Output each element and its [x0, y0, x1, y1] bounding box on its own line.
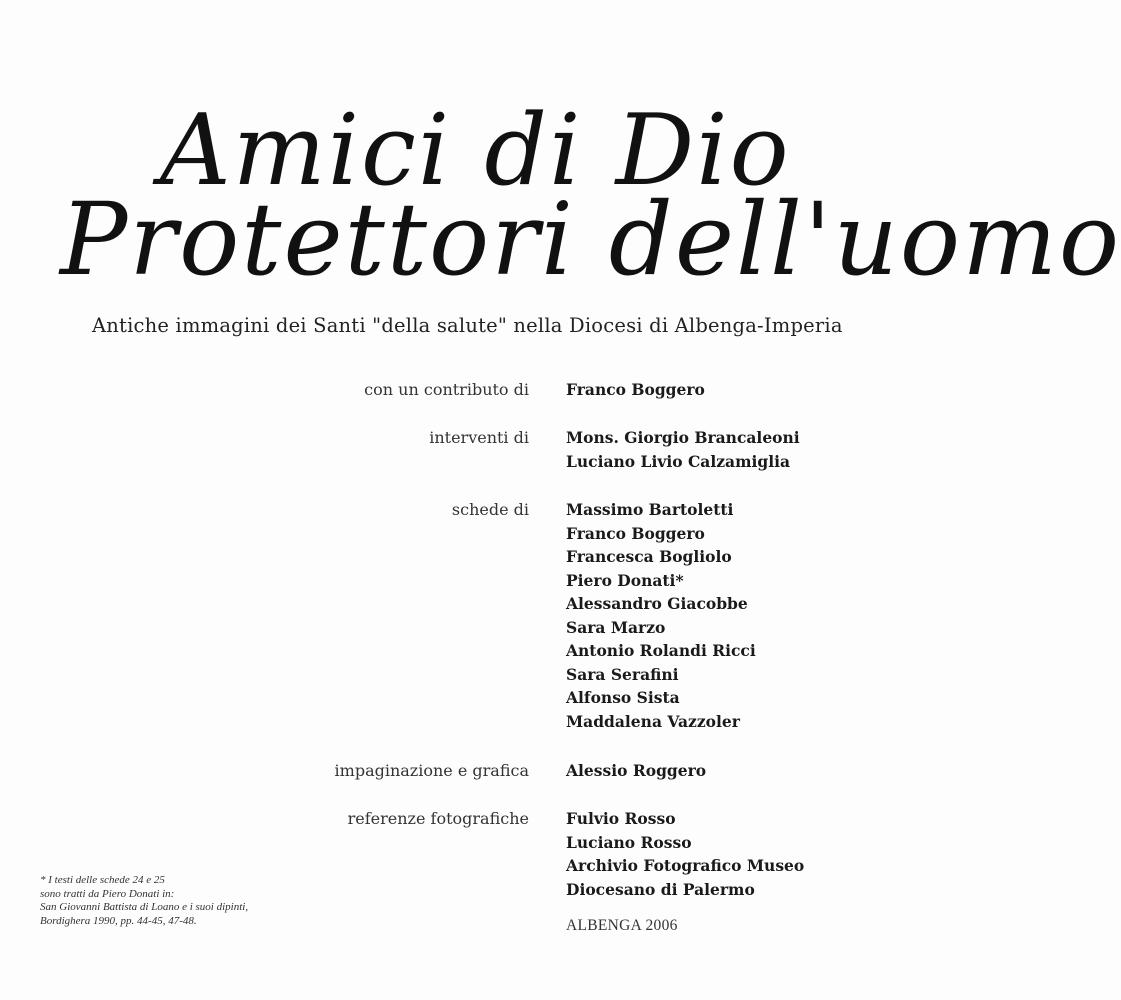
- credit-label: impaginazione e grafica: [334, 761, 529, 780]
- footnote-line: Bordighera 1990, pp. 44-45, 47-48.: [40, 914, 197, 927]
- credit-name: Sara Marzo: [566, 617, 666, 637]
- credit-names-list: [566, 378, 705, 402]
- title-line-1: Amici di Dio: [160, 94, 791, 208]
- credit-name: Sara Serafini: [566, 664, 679, 684]
- credit-name: Alessio Roggero: [566, 761, 707, 780]
- credit-name: Piero Donati*: [566, 570, 684, 590]
- credit-name: Fulvio Rosso: [566, 809, 676, 828]
- credit-name: Luciano Rosso: [566, 832, 692, 852]
- credit-label: con un contributo di: [364, 380, 529, 399]
- credit-name: Diocesano di Palermo: [566, 879, 755, 899]
- credit-name: Franco Boggero: [566, 380, 705, 399]
- footnote-line: sono tratti da Piero Donati in:: [40, 887, 175, 900]
- credit-name: Archivio Fotografico Museo: [566, 856, 805, 875]
- credit-name: Francesca Bogliolo: [566, 547, 732, 566]
- credit-names-list: [566, 426, 800, 473]
- credit-label: schede di: [451, 500, 529, 519]
- credit-names-list: [566, 807, 804, 901]
- footnote: [40, 874, 248, 928]
- credit-name: Luciano Livio Calzamiglia: [566, 451, 791, 471]
- place-year: ALBENGA 2006: [566, 917, 678, 934]
- credit-name: Massimo Bartoletti: [566, 500, 734, 519]
- credit-names-list: [566, 498, 756, 733]
- footnote-line: San Giovanni Battista di Loano e i suoi dipinti,: [40, 901, 249, 913]
- credit-name: Alfonso Sista: [566, 688, 680, 707]
- title-line-2: Protettori dell'uomo: [60, 181, 1121, 298]
- credit-name: Maddalena Vazzoler: [566, 711, 740, 731]
- credit-name: Antonio Rolandi Ricci: [566, 641, 756, 660]
- credit-name: Franco Boggero: [566, 523, 705, 543]
- credit-label: referenze fotografiche: [347, 809, 529, 828]
- subtitle: Antiche immagini dei Santi "della salute" nella Diocesi di Albenga-Imperia: [92, 314, 843, 337]
- footnote-line: * I testi delle schede 24 e 25: [40, 874, 165, 886]
- credit-label: interventi di: [429, 428, 529, 447]
- credit-name: Alessandro Giacobbe: [566, 594, 748, 613]
- credit-names-list: [566, 759, 706, 783]
- credit-name: Mons. Giorgio Brancaleoni: [566, 428, 800, 447]
